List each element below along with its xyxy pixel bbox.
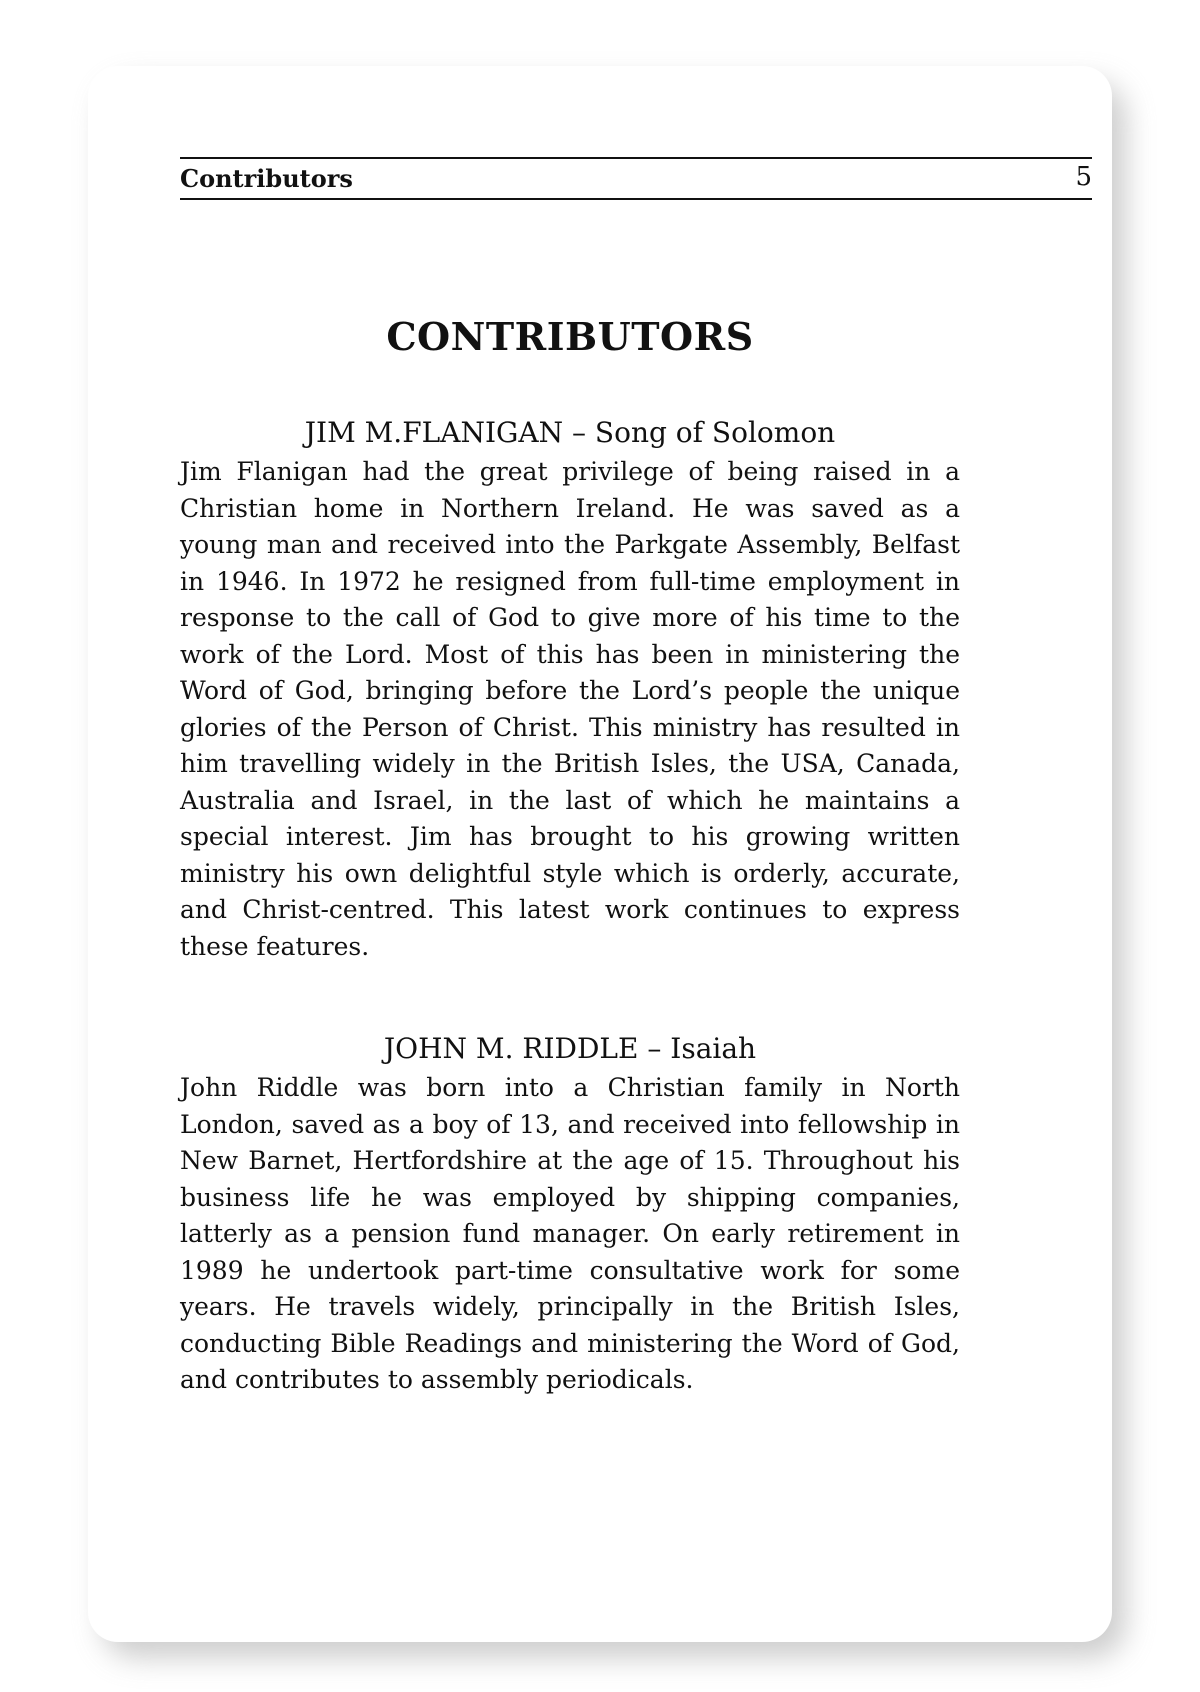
contributor-heading-riddle: JOHN M. RIDDLE – Isaiah <box>383 1032 757 1065</box>
page-number: 5 <box>1075 162 1092 192</box>
running-title: Contributors <box>180 164 353 193</box>
contributor-bio-flanigan: Jim Flanigan had the great privilege of being raised in a Christian home in Northern Ireland. He was saved as a young man and received into the Parkgate Assembly, Belfast in 1946. In 1972 he resigned from full-time employment in response to the call of God to give more of his time to the work of the Lord. Most of this has been in ministering the Word of God, bringing before the Lord’s people the unique glories of the Person of Christ. This ministry has resulted in him travelling widely in the British Isles, the USA, Canada, Australia and Israel, in the last of which he maintains a special interest. Jim has brought to his growing written ministry his own delightful style which is orderly, accurate, and Christ-centred. This latest work continues to express these features. <box>180 457 960 961</box>
contributor-heading-flanigan: JIM M.FLANIGAN – Song of Solomon <box>304 416 836 449</box>
running-header <box>180 157 1092 200</box>
page-title: CONTRIBUTORS <box>386 314 754 359</box>
book-page <box>88 66 1112 1642</box>
contributor-bio-riddle: John Riddle was born into a Christian family in North London, saved as a boy of 13, and received into fellowship in New Barnet, Hertfordshire at the age of 15. Throughout his business life he was employed by shipping companies, latterly as a pension fund manager. On early retirement in 1989 he undertook part-time consultative work for some years. He travels widely, principally in the British Isles, conducting Bible Readings and ministering the Word of God, and contributes to assembly periodicals. <box>180 1073 960 1394</box>
